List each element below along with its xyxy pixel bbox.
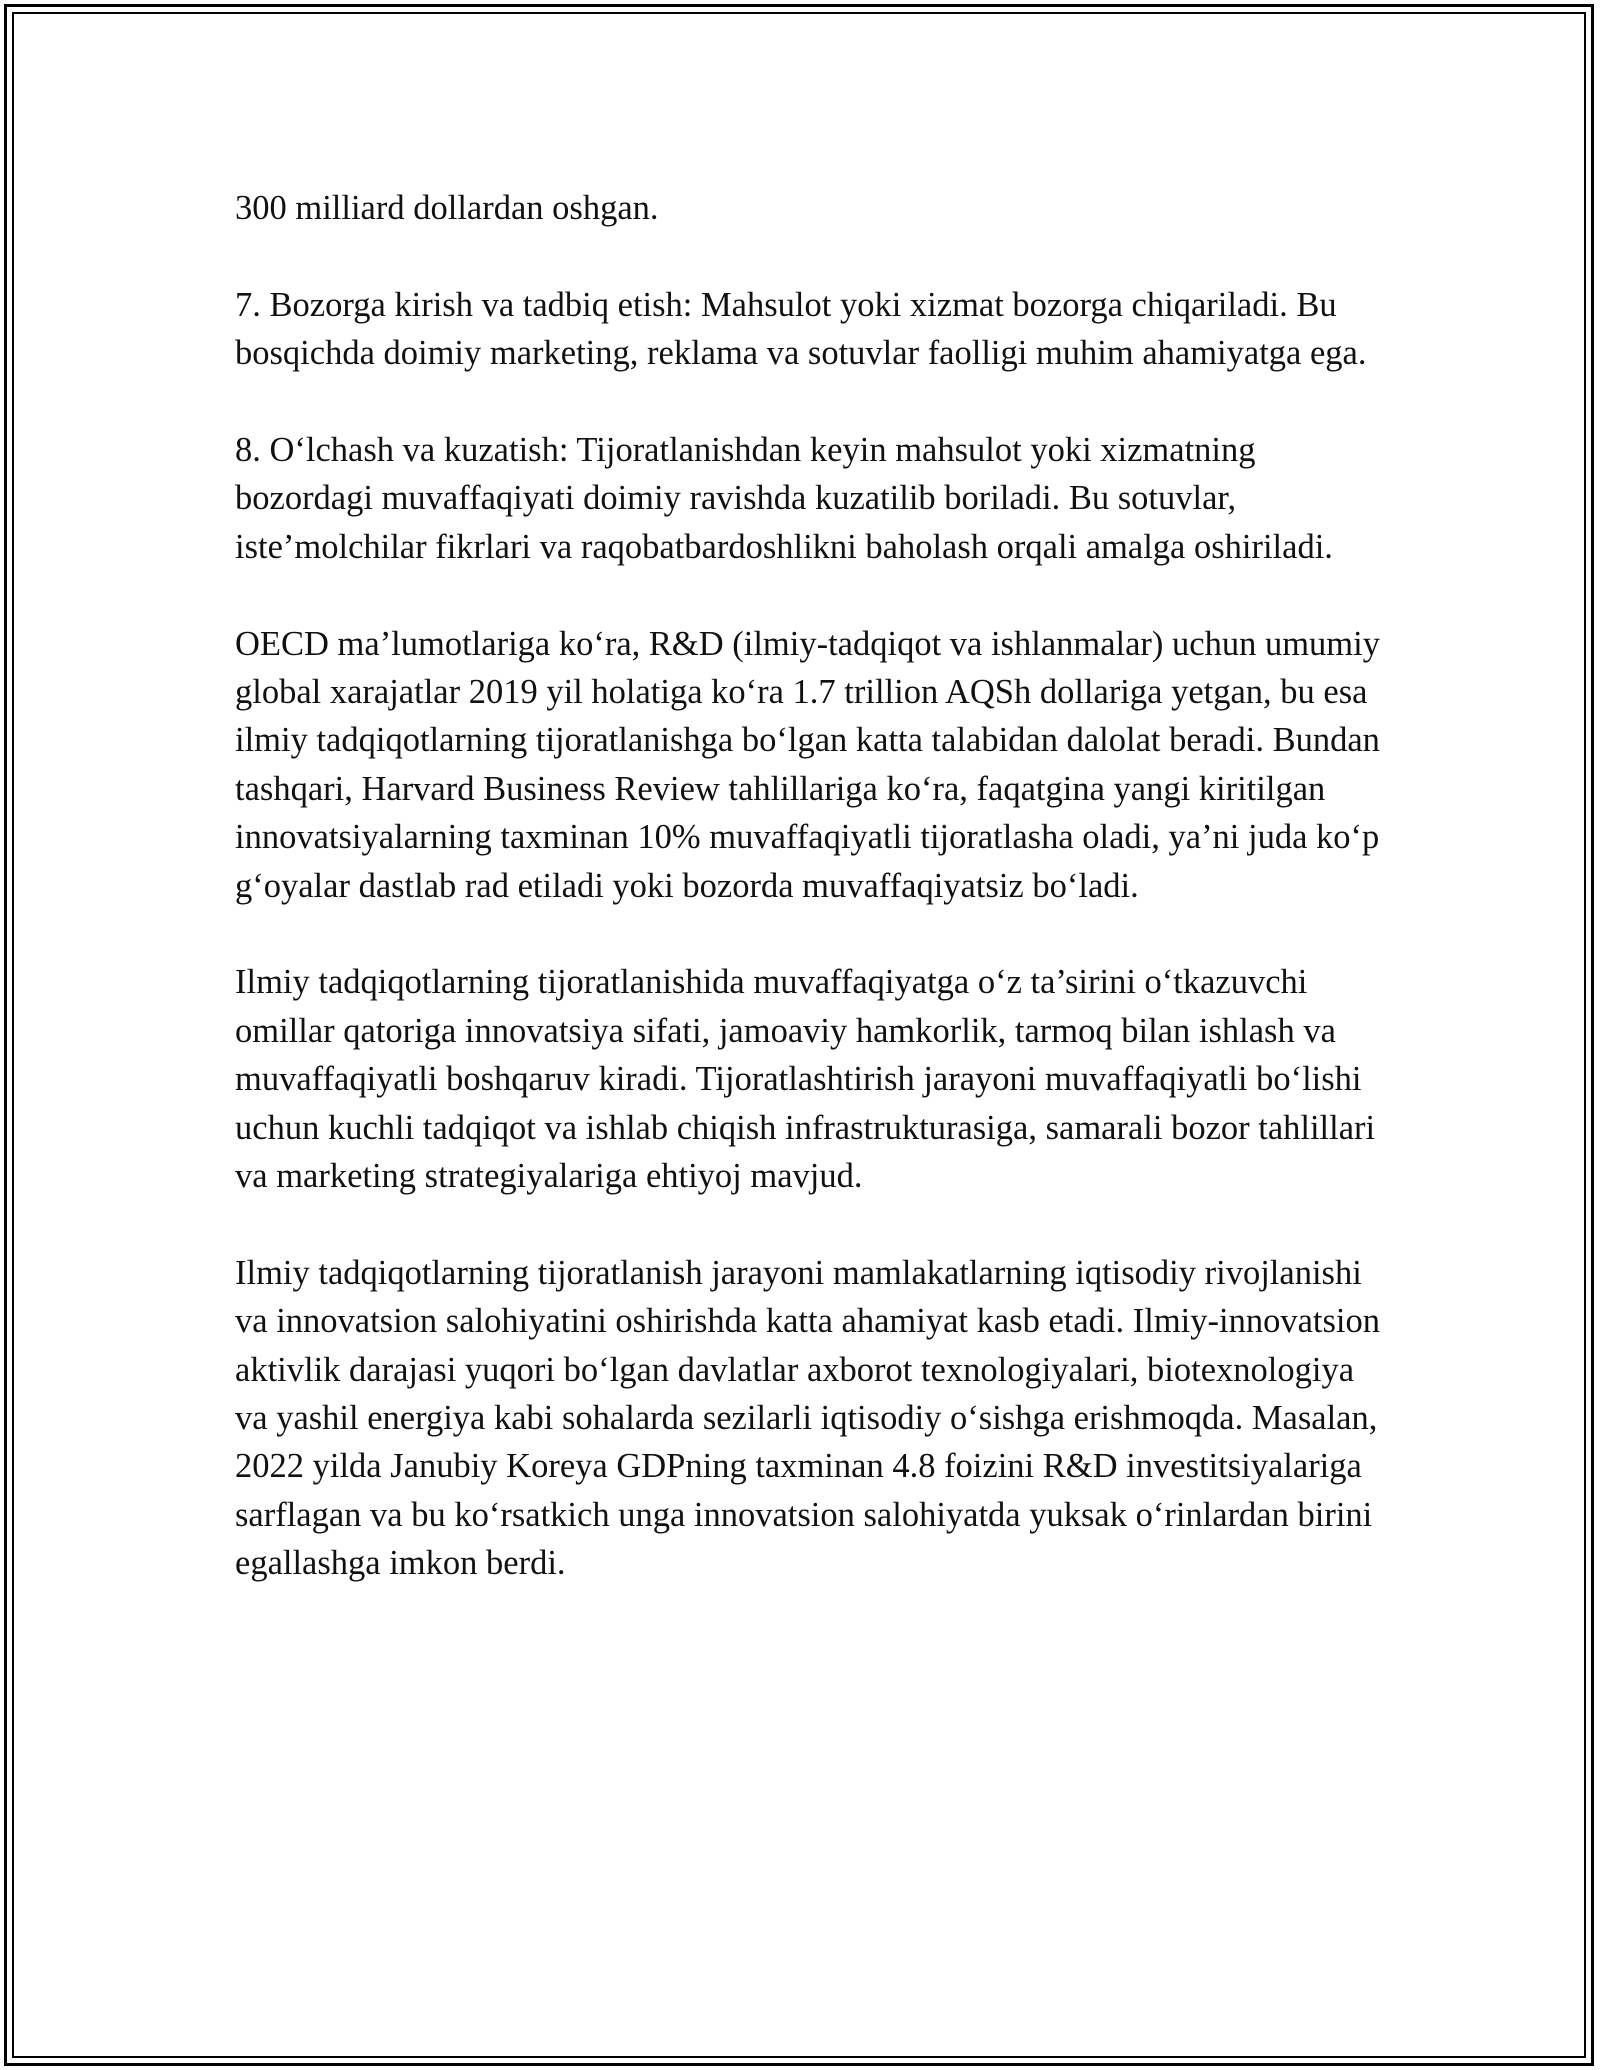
paragraph-step-7: 7. Bozorga kirish va tadbiq etish: Mahsulot yoki xizmat bozorga chiqariladi. Bu bosqichda doimiy marketing, reklama va sotuvlar faolligi muhim ahamiyatga ega. (235, 285, 1367, 373)
paragraph-economic-development: Ilmiy tadqiqotlarning tijoratlanish jarayoni mamlakatlarning iqtisodiy rivojlanishi va innovatsion salohiyatini oshirishda katta ahamiyat kasb etadi. Ilmiy-innovatsion aktivlik darajasi yuqori bo‘lgan davlatlar axborot texnologiyalari, biotexnologiya va yashil energiya kabi sohalarda sezilarli iqtisodiy o‘sishga erishmoqda. Masalan, 2022 yilda Janubiy Koreya GDPning taxminan 4.8 foizini R&D investitsiyalariga sarflagan va bu ko‘rsatkich unga innovatsion salohiyatda yuksak o‘rinlardan birini egallashga imkon berdi. (235, 1253, 1380, 1583)
paragraph-oecd: OECD ma’lumotlariga ko‘ra, R&D (ilmiy-tadqiqot va ishlanmalar) uchun umumiy global xarajatlar 2019 yil holatiga ko‘ra 1.7 trillion AQSh dollariga yetgan, bu esa ilmiy tadqiqotlarning tijoratlanishga bo‘lgan katta talabidan dalolat beradi. Bundan tashqari, Harvard Business Review tahlillariga ko‘ra, faqatgina yangi kiritilgan innovatsiyalarning taxminan 10% muvaffaqiyatli tijoratlasha oladi, ya’ni juda ko‘p g‘oyalar dastlab rad etiladi yoki bozorda muvaffaqiyatsiz bo‘ladi. (235, 624, 1380, 905)
document-body (235, 184, 1385, 1636)
paragraph-continuation: 300 milliard dollardan oshgan. (235, 189, 659, 227)
paragraph-step-8: 8. O‘lchash va kuzatish: Tijoratlanishdan keyin mahsulot yoki xizmatning bozordagi muvaffaqiyati doimiy ravishda kuzatilib boriladi. Bu sotuvlar, iste’molchilar fikrlari va raqobatbardoshlikni baholash orqali amalga oshiriladi. (235, 431, 1333, 566)
paragraph-success-factors: Ilmiy tadqiqotlarning tijoratlanishida muvaffaqiyatga o‘z ta’sirini o‘tkazuvchi omillar qatoriga innovatsiya sifati, jamoaviy hamkorlik, tarmoq bilan ishlash va muvaffaqiyatli boshqaruv kiradi. Tijoratlashtirish jarayoni muvaffaqiyatli bo‘lishi uchun kuchli tadqiqot va ishlab chiqish infrastrukturasiga, samarali bozor tahlillari va marketing strategiyalariga ehtiyoj mavjud. (235, 963, 1376, 1196)
